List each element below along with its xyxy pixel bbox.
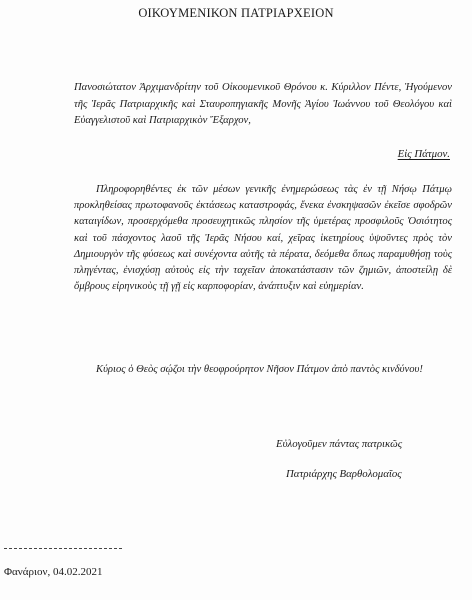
letter-body: Πληροφορηθέντες ἐκ τῶν μέσων γενικῆς ἐνημερώσεως τὰς ἐν τῇ Νήσῳ Πάτμῳ προκληθείσας πρωτοφανοῦς ἐκτάσεως καταστροφάς, ἕνεκα ἐνσκηψασῶν ἐκεῖσε σφοδρῶν καταιγίδων, προσερχόμεθα προσευχητικῶς πλησίον τῆς ὑμετέρας προσφιλοῦς Ὁσιότητος καὶ τοῦ πάσχοντος λαοῦ τῆς Ἱερᾶς Νήσου καί, χεῖρας ἱκετηρίους ὑψοῦντες πρὸς τὸν Δημιουργὸν τῆς φύσεως καὶ συνέχοντα αὐτῆς τὰ πέρατα, δεόμεθα ὅπως παραμυθήσῃ τοὺς πληγέντας, ἐνισχύσῃ αὐτοὺς εἰς τὴν ταχεῖαν ἀποκατάστασιν τῶν ζημιῶν, ἀποστείλῃ δὲ ὄμβρους εἰρηνικοὺς τῇ γῇ εἰς καρποφορίαν, ἀνάπτυξιν καὶ εὐημερίαν. — [74, 184, 452, 293]
destination-line: Εἰς Πάτμον. — [397, 148, 450, 160]
place-date: Φανάριον, 04.02.2021 — [4, 566, 103, 578]
signature-line: Πατριάρχης Βαρθολομαῖος — [286, 468, 402, 480]
closing-wish: Κύριος ὁ Θεὸς σῴζοι τὴν θεοφρούρητον Νῆσον Πάτμον ἀπὸ παντὸς κινδύνου! — [96, 364, 423, 375]
addressee-block: Πανοσιώτατον Ἀρχιμανδρίτην τοῦ Οἰκουμενικοῦ Θρόνου κ. Κύριλλον Πέντε, Ἡγούμενον τῆς Ἱερᾶς Πατριαρχικῆς καὶ Σταυροπηγιακῆς Μονῆς Ἁγίου Ἰωάννου τοῦ Θεολόγου καὶ Εὐαγγελιστοῦ καὶ Πατριαρχικὸν Ἔξαρχον, — [74, 82, 452, 126]
letterhead-title: ΟΙΚΟΥΜΕΝΙΚΟΝ ΠΑΤΡΙΑΡΧΕΙΟΝ — [138, 6, 334, 20]
footer-divider — [4, 548, 122, 549]
blessing-line: Εὐλογοῦμεν πάντας πατρικῶς — [276, 438, 403, 450]
